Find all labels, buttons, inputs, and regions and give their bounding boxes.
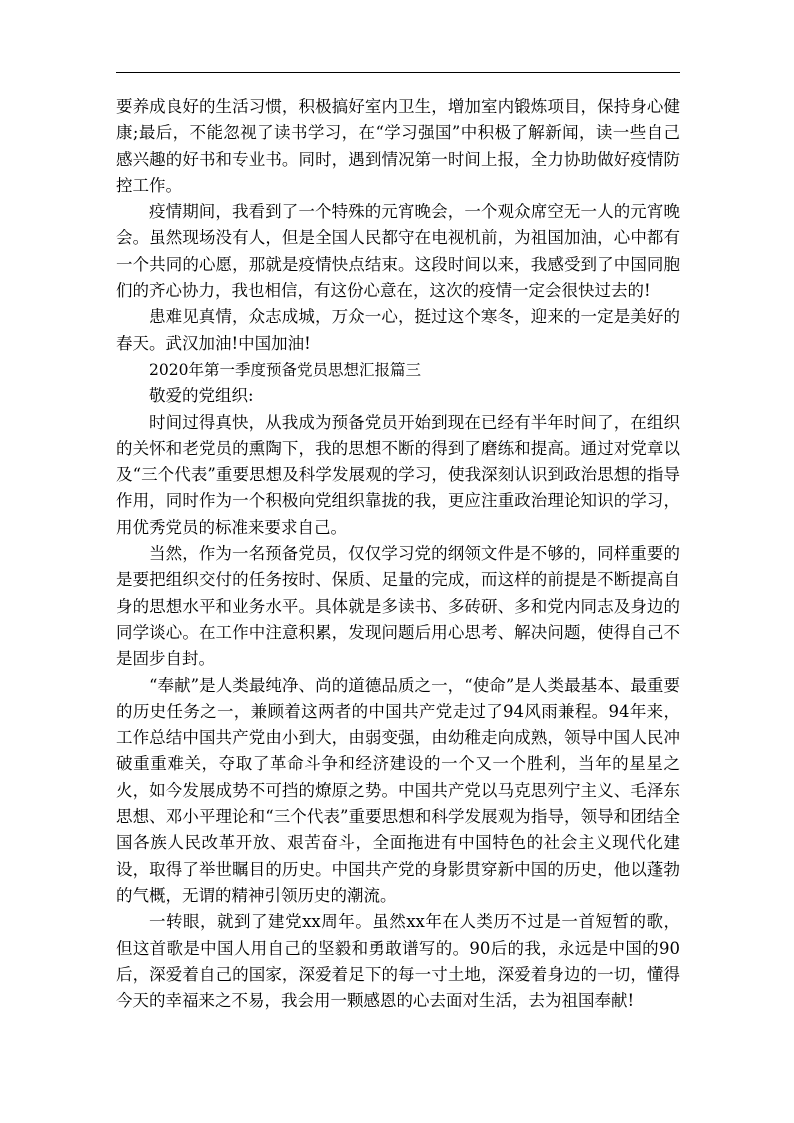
salutation: 敬爱的党组织: xyxy=(149,386,254,406)
document-body xyxy=(116,94,680,1014)
paragraph-dedication: “奉献”是人类最纯净、尚的道德品质之一，“使命”是人类最基本、最重要的历史任务之一，兼顾着这两者的中国共产党走过了94风雨兼程。94年来，工作总结中国共产党由小到大，由弱变强，由幼稚走向成熟，领导中国人民冲破重重难关，夺取了革命斗争和经济建设的一个又一个胜利，当年的星星之火，如今发展成势不可挡的燎原之势。中国共产党以马克思列宁主义、毛泽东思想、邓小平理论和“三个代表”重要思想和科学发展观为指导，领导和团结全国各族人民改革开放、艰苦奋斗，全面拖进有中国特色的社会主义现代化建设，取得了举世瞩目的历史。中国共产党的身影贯穿新中国的历史，他以蓬勃的气概，无谓的精神引领历史的潮流。 xyxy=(116,675,680,905)
paragraph-tasks: 当然，作为一名预备党员，仅仅学习党的纲领文件是不够的，同样重要的是要把组织交付的任务按时、保质、足量的完成，而这样的前提是不断提高自身的思想水平和业务水平。具体就是多读书、多砖研、多和党内同志及身边的同学谈心。在工作中注意积累，发现问题后用心思考、解决问题，使得自己不是固步自封。 xyxy=(116,544,680,669)
section-title: 2020年第一季度预备党员思想汇报篇三 xyxy=(149,360,421,379)
paragraph-anniversary: 一转眼，就到了建党xx周年。虽然xx年在人类历不过是一首短暂的歌，但这首歌是中国人用自己的坚毅和勇敢谱写的。90后的我，永远是中国的90后，深爱着自己的国家，深爱着足下的每一寸土地，深爱着身边的一切，懂得今天的幸福来之不易，我会用一颗感恩的心去面对生活，去为祖国奉献! xyxy=(116,912,680,1011)
paragraph-lantern-festival: 疫情期间，我看到了一个特殊的元宵晚会，一个观众席空无一人的元宵晚会。虽然现场没有人，但是全国人民都守在电视机前，为祖国加油，心中都有一个共同的心愿，那就是疫情快点结束。这段时间以来，我感受到了中国同胞们的齐心协力，我也相信，有这份心意在，这次的疫情一定会很快过去的! xyxy=(116,202,680,301)
paragraph-wuhan: 患难见真情，众志成城，万众一心，挺过这个寒冬，迎来的一定是美好的春天。武汉加油!中国加油! xyxy=(116,307,680,353)
paragraph-half-year: 时间过得真快，从我成为预备党员开始到现在已经有半年时间了，在组织的关怀和老党员的熏陶下，我的思想不断的得到了磨练和提高。通过对党章以及“三个代表”重要思想及科学发展观的学习，使我深刻认识到政治思想的指导作用，同时作为一个积极向党组织靠拢的我，更应注重政治理论知识的学习，用优秀党员的标准来要求自己。 xyxy=(116,412,680,537)
paragraph-continuation: 要养成良好的生活习惯，积极搞好室内卫生，增加室内锻炼项目，保持身心健康;最后，不能忽视了读书学习，在“学习强国”中积极了解新闻，读一些自己感兴趣的好书和专业书。同时，遇到情况第一时间上报，全力协助做好疫情防控工作。 xyxy=(116,97,680,195)
header-rule xyxy=(116,72,680,73)
